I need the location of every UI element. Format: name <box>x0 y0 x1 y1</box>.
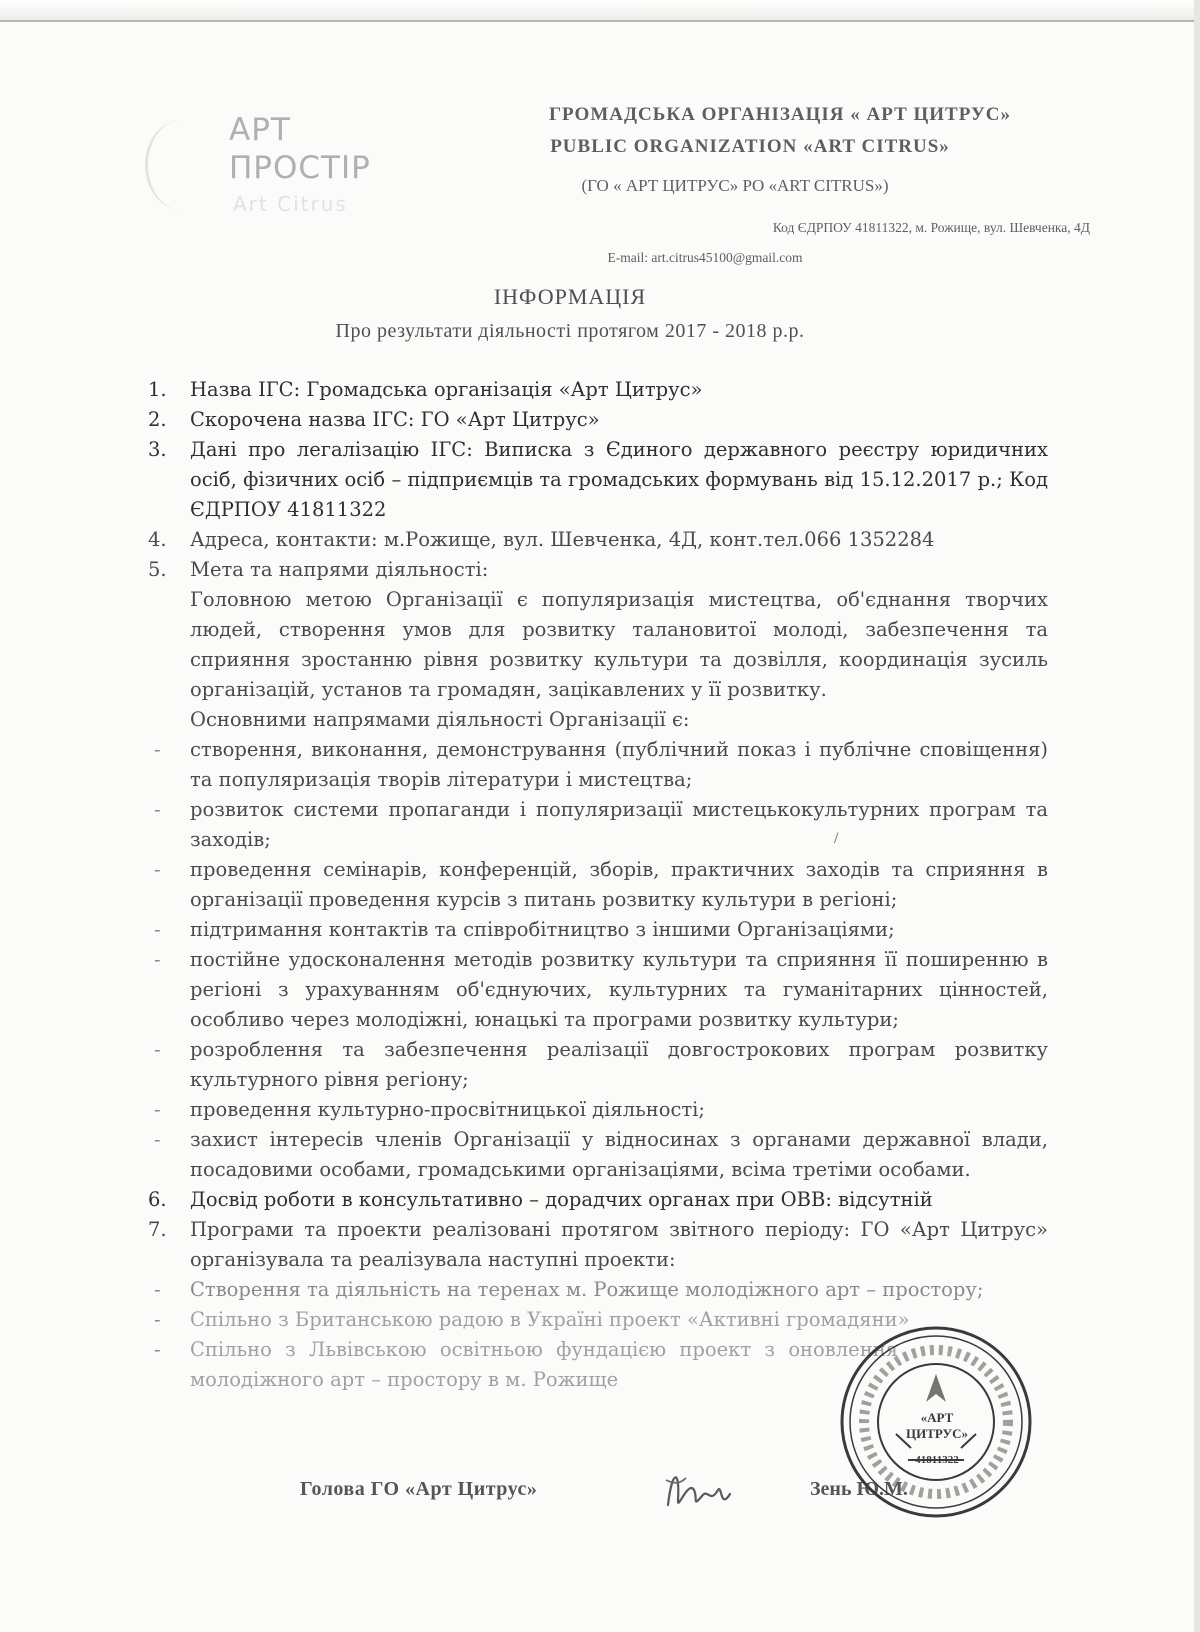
org-name-ua: ГРОМАДСЬКА ОРГАНІЗАЦІЯ « АРТ ЦИТРУС» <box>548 104 1012 125</box>
document-body <box>148 375 1048 1395</box>
item-number: 5. <box>148 558 167 581</box>
handwritten-mark: / <box>834 830 839 847</box>
item-text: Мета та напрями діяльності: <box>190 558 489 581</box>
direction-text: постійне удосконалення методів розвитку культури та сприяння її поширенню в регіоні з урахуванням об'єднуючих, культурних та гуманітарних цінностей, особливо через молодіжні, юнацькі та програми розвитку культури; <box>190 948 1048 1031</box>
item-number: 6. <box>148 1188 167 1211</box>
item-number: 4. <box>148 528 167 551</box>
direction-item: - захист інтересів членів Організації у відносинах з органами державної влади, посадовими особами, громадськими організаціями, всіма третіми особами. <box>154 1128 1048 1181</box>
direction-item: - розвиток системи пропаганди і популяризації мистецькокультурних програм та заходів; <box>154 798 1048 851</box>
logo-line-3: Art Citrus <box>233 192 348 216</box>
item-number: 1. <box>148 378 167 401</box>
direction-item: - підтримання контактів та співробітництво з іншими Організаціями; <box>154 918 895 941</box>
directions-label: Основними напрямами діяльності Організації є: <box>190 708 690 731</box>
direction-text: розвиток системи пропаганди і популяризації мистецькокультурних програм та заходів; <box>190 798 1048 851</box>
item-number: 7. <box>148 1218 167 1241</box>
item-text: Досвід роботи в консультативно – дорадчих органах при ОВВ: відсутній <box>190 1188 933 1211</box>
project-item: - Спільно з Львівською освітньою фундацією проект з оновлення молодіжного арт – простору в м. Рожище <box>154 1338 898 1391</box>
direction-item: - розроблення та забезпечення реалізації довгострокових програм розвитку культурного рівня регіону; <box>154 1038 1048 1091</box>
direction-item: - створення, виконання, демонстрування (публічний показ і публічне сповіщення) та популяризація творів літератури і мистецтва; <box>154 738 1048 791</box>
item-text: Скорочена назва ІГС: ГО «Арт Цитрус» <box>190 408 600 431</box>
logo-line-1: АРТ <box>229 112 291 148</box>
direction-item: - проведення семінарів, конференцій, зборів, практичних заходів та сприяння в організації проведення курсів з питань розвитку культури в регіоні; <box>154 858 1048 911</box>
project-text: Спільно з Британською радою в Україні проект «Активні громадяни» <box>190 1308 910 1331</box>
head-title: Голова ГО «Арт Цитрус» <box>300 1478 538 1500</box>
signature-icon <box>658 1460 738 1520</box>
org-name-en: PUBLIC ORGANIZATION «ART CITRUS» <box>550 136 950 157</box>
stamp-text <box>872 1410 1002 1468</box>
project-text: Спільно з Львівською освітньою фундацією проект з оновлення молодіжного арт – простору в м. Рожище <box>190 1338 898 1391</box>
item-text: Адреса, контакти: м.Рожище, вул. Шевченка, 4Д, конт.тел.066 1352284 <box>190 528 935 551</box>
document-subtitle: Про результати діяльності протягом 2017 - 2018 р.р. <box>335 320 805 342</box>
direction-text: захист інтересів членів Організації у відносинах з органами державної влади, посадовими особами, громадськими організаціями, всіма третіми особами. <box>190 1128 1048 1181</box>
head-name: Зень Ю.М. <box>810 1478 908 1500</box>
list-item-6 <box>148 1185 1048 1215</box>
item-text: Програми та проекти реалізовані протягом звітного періоду: ГО «Арт Цитрус» організувала та реалізувала наступні проекти: <box>190 1218 1048 1271</box>
direction-text: створення, виконання, демонстрування (публічний показ і публічне сповіщення) та популяризація творів літератури і мистецтва; <box>190 738 1048 791</box>
org-code-address: Код ЄДРПОУ 41811322, м. Рожище, вул. Шевченка, 4Д <box>772 220 1090 235</box>
item-number: 3. <box>148 438 167 461</box>
art-prostir-logo <box>145 100 385 220</box>
list-item-3 <box>148 435 1048 525</box>
direction-text: розроблення та забезпечення реалізації довгострокових програм розвитку культурного рівня регіону; <box>190 1038 1048 1091</box>
list-item-5 <box>148 555 1048 585</box>
goal-paragraph: Головною метою Організації є популяризація мистецтва, об'єднання творчих людей, створення умов для розвитку талановитої молоді, забезпечення та сприяння зростанню рівня розвитку культури та дозвілля, координація зусиль організацій, установ та громадян, зацікавлених у її розвитку. <box>190 588 1048 701</box>
list-item-2 <box>148 405 1048 435</box>
project-item: - Створення та діяльність на теренах м. Рожище молодіжного арт – простору; <box>154 1278 984 1301</box>
direction-item: - проведення культурно-просвітницької діяльності; <box>154 1098 705 1121</box>
stamp-code: 41811322 <box>915 1454 959 1466</box>
stamp-line-1: «АРТ <box>920 1410 954 1425</box>
org-email: E-mail: art.citrus45100@gmail.com <box>607 250 803 265</box>
list-item-4 <box>148 525 1048 555</box>
project-text: Створення та діяльність на теренах м. Рожище молодіжного арт – простору; <box>190 1278 984 1301</box>
scan-right-edge <box>1194 0 1200 1632</box>
project-item: - Спільно з Британською радою в Україні проект «Активні громадяни» <box>154 1308 910 1331</box>
direction-text: проведення семінарів, конференцій, зборів, практичних заходів та сприяння в організації проведення курсів з питань розвитку культури в регіоні; <box>190 858 1048 911</box>
direction-item: - постійне удосконалення методів розвитку культури та сприяння її поширенню в регіоні з урахуванням об'єднуючих, культурних та гуманітарних цінностей, особливо через молодіжні, юнацькі та програми розвитку культури; <box>154 948 1048 1031</box>
direction-text: підтримання контактів та співробітництво з іншими Організаціями; <box>190 918 895 941</box>
list-item-1 <box>148 375 1048 405</box>
direction-text: проведення культурно-просвітницької діяльності; <box>190 1098 705 1121</box>
logo-line-2: ПРОСТІР <box>229 150 371 186</box>
organization-stamp <box>836 1322 1036 1522</box>
item-text: Дані про легалізацію ІГС: Виписка з Єдиного державного реєстру юридичних осіб, фізичних осіб – підприємців та громадських формувань від 15.12.2017 р.; Код ЄДРПОУ 41811322 <box>190 438 1048 521</box>
list-item-7 <box>148 1215 1048 1275</box>
logo-arc-icon <box>145 120 218 210</box>
item-text: Назва ІГС: Громадська організація «Арт Цитрус» <box>190 378 703 401</box>
stamp-line-2: ЦИТРУС» <box>906 1426 968 1441</box>
item-number: 2. <box>148 408 167 431</box>
org-short-name: (ГО « АРТ ЦИТРУС» PO «ART CITRUS») <box>581 176 889 195</box>
scan-top-edge <box>0 0 1200 22</box>
document-title: ІНФОРМАЦІЯ <box>493 284 647 309</box>
